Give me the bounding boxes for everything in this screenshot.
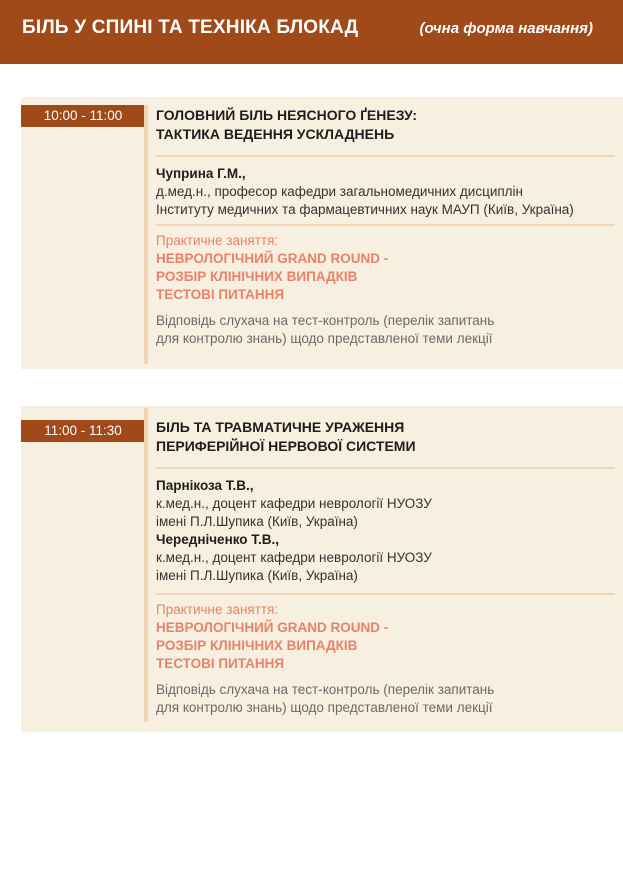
session-title-line: БІЛЬ ТА ТРАВМАТИЧНЕ УРАЖЕННЯ bbox=[156, 419, 405, 435]
practice-label: Практичне заняття: bbox=[156, 602, 279, 617]
speaker-affiliation: Інституту медичних та фармацевтичних наук МАУП (Київ, Україна) bbox=[156, 202, 574, 217]
session-card bbox=[21, 406, 623, 732]
practice-block bbox=[156, 232, 623, 304]
speaker-block bbox=[156, 165, 623, 219]
session-title-line: ГОЛОВНИЙ БІЛЬ НЕЯСНОГО ҐЕНЕЗУ: bbox=[156, 107, 417, 123]
speaker-name: Чередніченко Т.В., bbox=[156, 532, 280, 547]
session-title-line: ПЕРИФЕРІЙНОЇ НЕРВОВОЇ СИСТЕМИ bbox=[156, 438, 416, 454]
practice-title-line: ТЕСТОВІ ПИТАННЯ bbox=[156, 287, 285, 302]
page-subtitle: (очна форма навчання) bbox=[419, 20, 593, 37]
session-divider-line bbox=[144, 408, 148, 722]
practice-title-line: ТЕСТОВІ ПИТАННЯ bbox=[156, 656, 285, 671]
speaker-name: Парнікоза Т.В., bbox=[156, 478, 254, 493]
speaker-affiliation: імені П.Л.Шупика (Київ, Україна) bbox=[156, 568, 358, 583]
note-line: для контролю знань) щодо представленої теми лекції bbox=[156, 331, 493, 346]
speaker-affiliation: д.мед.н., професор кафедри загальномедичних дисциплін bbox=[156, 184, 524, 199]
session-card bbox=[21, 97, 623, 369]
note-line: Відповідь слухача на тест-контроль (перелік запитань bbox=[156, 313, 495, 328]
session-time-badge: 10:00 - 11:00 bbox=[21, 105, 145, 127]
speaker-name: Чуприна Г.М., bbox=[156, 166, 246, 181]
session-time-badge: 11:00 - 11:30 bbox=[21, 420, 145, 442]
practice-title-line: РОЗБІР КЛІНІЧНИХ ВИПАДКІВ bbox=[156, 638, 358, 653]
separator bbox=[156, 224, 615, 226]
session-content bbox=[156, 106, 623, 348]
separator bbox=[156, 155, 615, 157]
speaker-affiliation: імені П.Л.Шупика (Київ, Україна) bbox=[156, 514, 358, 529]
speaker-block bbox=[156, 477, 623, 531]
separator bbox=[156, 467, 615, 469]
speaker-affiliation: к.мед.н., доцент кафедри неврології НУОЗУ bbox=[156, 550, 432, 565]
session-content bbox=[156, 418, 623, 717]
practice-title-line: НЕВРОЛОГІЧНИЙ GRAND ROUND - bbox=[156, 251, 389, 266]
session-divider-line bbox=[144, 105, 148, 364]
session-title-line: ТАКТИКА ВЕДЕННЯ УСКЛАДНЕНЬ bbox=[156, 126, 395, 142]
assessment-note bbox=[156, 681, 623, 717]
practice-label: Практичне заняття: bbox=[156, 233, 279, 248]
practice-title-line: РОЗБІР КЛІНІЧНИХ ВИПАДКІВ bbox=[156, 269, 358, 284]
note-line: Відповідь слухача на тест-контроль (перелік запитань bbox=[156, 682, 495, 697]
speaker-block bbox=[156, 531, 623, 585]
separator bbox=[156, 593, 615, 595]
practice-title-line: НЕВРОЛОГІЧНИЙ GRAND ROUND - bbox=[156, 620, 389, 635]
assessment-note bbox=[156, 312, 623, 348]
page-title: БІЛЬ У СПИНІ ТА ТЕХНІКА БЛОКАД bbox=[22, 17, 359, 38]
note-line: для контролю знань) щодо представленої теми лекції bbox=[156, 700, 493, 715]
speaker-affiliation: к.мед.н., доцент кафедри неврології НУОЗУ bbox=[156, 496, 432, 511]
practice-block bbox=[156, 601, 623, 673]
page-header bbox=[0, 0, 623, 64]
